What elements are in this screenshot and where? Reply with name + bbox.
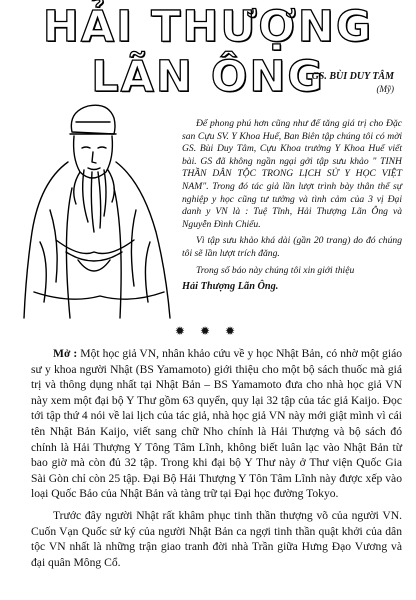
intro-paragraph: Để phong phú hơn cũng như để tăng giá trị cho Đặc san Cựu SV. Y Khoa Huế, Ban Biên tập chúng tôi có mời GS. Bùi Duy Tâm, Cựu Khoa trưởng Y Khoa Huế viết bài. GS đã không ngần ngại gởi tập sưu khảo " TINH THẦN DÂN TỘC TRONG LỊCH SỬ Y HỌC VIỆT NAM". Trong đó tác giả lần lượt trình bày thân thế sự nghiệp y học cũng tư tưởng và tình cảm của 3 vị Đại danh y VN là : Tuệ Tĩnh, Hải Thượng Lãn Ông và Nguyễn Đình Chiểu. — [182, 118, 402, 230]
author-byline — [312, 70, 394, 96]
article-body — [31, 346, 402, 576]
lead-label: Mở : — [53, 347, 78, 360]
portrait-illustration-icon — [10, 92, 180, 320]
editor-introduction — [182, 118, 402, 298]
intro-paragraph: Vì tập sưu khảo khá dài (gần 20 trang) do đó chúng tôi sẽ lần lượt trích đăng. — [182, 235, 402, 259]
intro-paragraph: Trong số báo này chúng tôi xin giới thiệu — [196, 264, 355, 276]
body-paragraph-text: Một học giả VN, nhân khảo cứu về y học Nhật Bản, có nhờ một giáo sư y khoa người Nhật (BS Yamamoto) giới thiệu cho một bộ sách thuốc mà giá trị và thông dụng nhất tại Nhật Bản – BS Yamamoto đưa cho nhà học giả VN này xem một đại bộ Y Thư gồm 63 quyển, quy lại 32 tập của tác giả Kaijo. Đọc tới tập thứ 4 nói về lai lịch của tác giả, nhà học giả VN này mới giật mình vì cái tên Nhật Bản Kaijo, viết sang chữ Nho chính là Hải Thượng và bộ sách đó chính là Hải Thượng Y Tông Tâm Lĩnh, không biết luân lạc vào Nhật Bản từ bao giờ mà còn đủ 32 tập. Trong khi đại bộ Y Thư này ở Thư viện Quốc Gia Sài Gòn chỉ còn 25 tập. Đại Bộ Hải Thượng Y Tôn Tâm Lĩnh này được xếp vào loại Quốc Bảo của Nhật Bản và tàng trữ tại Đại học đường Tokyo. — [31, 347, 403, 501]
section-divider: ✹ ✹ ✹ — [174, 324, 242, 338]
article-title: HẢI THƯỢNG LÃN ÔNG — [42, 2, 374, 102]
body-paragraph: Trước đây người Nhật rất khâm phục tinh thần thượng võ của người VN. Cuốn Vạn Quốc sử ký của người Nhật Bản ca ngợi tinh thần quật khởi của dân tộc VN nhất là những trận giao tranh đời nhà Trần giữa Hưng Đạo Vương và đại quân Mông Cổ. — [31, 508, 402, 569]
author-location: (Mỹ) — [376, 84, 394, 94]
body-paragraph — [31, 346, 402, 502]
author-name: GS. BÙI DUY TÂM — [311, 71, 394, 82]
intro-signature: Hải Thượng Lãn Ông. — [182, 281, 279, 293]
